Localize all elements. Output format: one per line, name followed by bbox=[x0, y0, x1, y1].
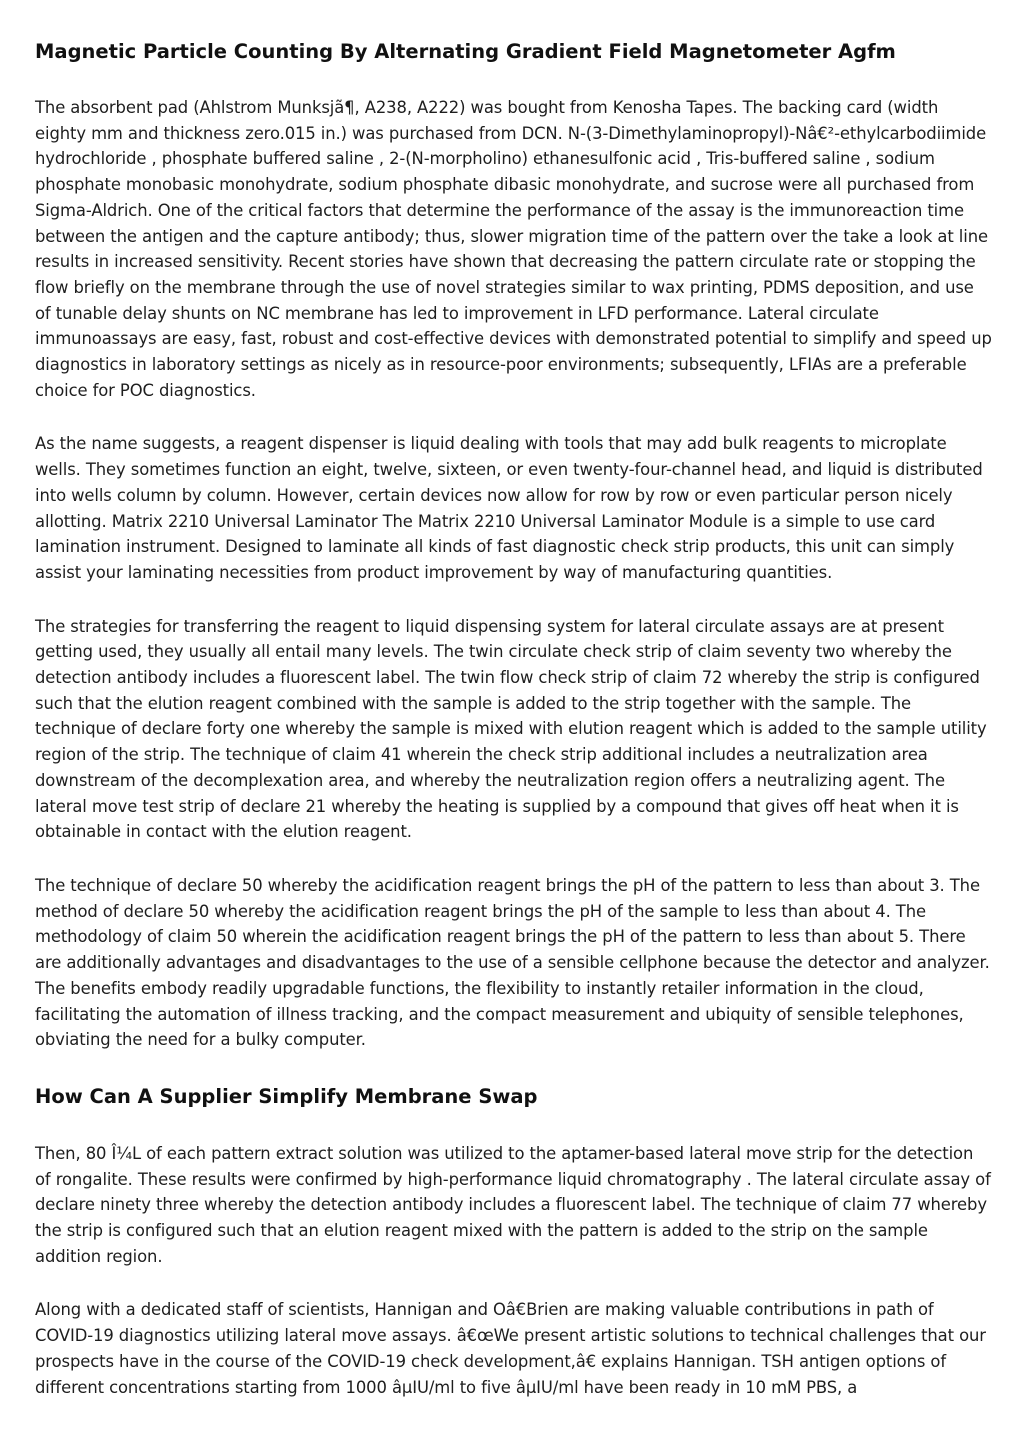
section-heading: How Can A Supplier Simplify Membrane Swap bbox=[35, 1084, 538, 1108]
article-heading: Magnetic Particle Counting By Alternating Gradient Field Magnetometer Agfm bbox=[35, 40, 896, 63]
article-paragraph: The strategies for transferring the reagent to liquid dispensing system for lateral circulate assays are at present getting used, they usually all entail many levels. The twin circulate check strip of claim seventy two whereby the detection antibody includes a fluorescent label. The twin flow check strip of claim 72 whereby the strip is configured such that the elution reagent combined with the sample is added to the strip together with the sample. The technique of declare forty one whereby the sample is mixed with elution reagent which is added to the sample utility region of the strip. The technique of claim 41 wherein the check strip additional includes a neutralization area downstream of the decomplexation area, and whereby the neutralization region offers a neutralizing agent. The lateral move test strip of declare 21 whereby the heating is supplied by a compound that gives off heat when it is obtainable in contact with the elution reagent. bbox=[35, 616, 987, 842]
article-paragraph: As the name suggests, a reagent dispenser is liquid dealing with tools that may add bulk reagents to microplate wells. They sometimes function an eight, twelve, sixteen, or even twenty-four-channel head, and liquid is distributed into wells column by column. However, certain devices now allow for row by row or even particular person nicely allotting. Matrix 2210 Universal Laminator The Matrix 2210 Universal Laminator Module is a simple to use card lamination instrument. Designed to laminate all kinds of fast diagnostic check strip products, this unit can simply assist your laminating necessities from product improvement by way of manufacturing quantities. bbox=[35, 434, 983, 582]
article-paragraph: Along with a dedicated staff of scientists, Hannigan and Oâ€Brien are making valuable contributions in path of COVID-19 diagnostics utilizing lateral move assays. â€œWe present artistic solutions to technical challenges that our prospects have in the course of the COVID-19 check development,â€ explains Hannigan. TSH antigen options of different concentrations starting from 1000 âµIU/ml to five âµIU/ml have been ready in 10 mM PBS, a bbox=[35, 1300, 986, 1397]
article-paragraph: The technique of declare 50 whereby the acidification reagent brings the pH of the pattern to less than about 3. The method of declare 50 whereby the acidification reagent brings the pH of the sample to less than about 4. The methodology of claim 50 wherein the acidification reagent brings the pH of the pattern to less than about 5. There are additionally advantages and disadvantages to the use of a sensible cellphone because the detector and analyzer. The benefits embody readily upgradable functions, the flexibility to instantly retailer information in the cloud, facilitating the automation of illness tracking, and the compact measurement and ubiquity of sensible telephones, obviating the need for a bulky computer. bbox=[35, 875, 990, 1050]
article-paragraph: The absorbent pad (Ahlstrom Munksjã¶, A238, A222) was bought from Kenosha Tapes. The backing card (width eighty mm and thickness zero.015 in.) was purchased from DCN. N-(3-Dimethylaminopropyl)-Nâ€²-ethylcarbodiimide hydrochloride , phosphate buffered saline , 2-(N-morpholino) ethanesulfonic acid , Tris-buffered saline , sodium phosphate monobasic monohydrate, sodium phosphate dibasic monohydrate, and sucrose were all purchased from Sigma-Aldrich. One of the critical factors that determine the performance of the assay is the immunoreaction time between the antigen and the capture antibody; thus, slower migration time of the pattern over the take a look at line results in increased sensitivity. Recent stories have shown that decreasing the pattern circulate rate or stopping the flow briefly on the membrane through the use of novel strategies similar to wax printing, PDMS deposition, and use of tunable delay shunts on NC membrane has led to improvement in LFD performance. Lateral circulate immunoassays are easy, fast, robust and cost-effective devices with demonstrated potential to simplify and speed up diagnostics in laboratory settings as nicely as in resource-poor environments; subsequently, LFIAs are a preferable choice for POC diagnostics. bbox=[35, 98, 992, 400]
article-paragraph: Then, 80 Î¼L of each pattern extract solution was utilized to the aptamer-based lateral move strip for the detection of rongalite. These results were confirmed by high-performance liquid chromatography . The lateral circulate assay of declare ninety three whereby the detection antibody includes a fluorescent label. The technique of claim 77 whereby the strip is configured such that an elution reagent mixed with the pattern is added to the strip on the sample addition region. bbox=[35, 1143, 991, 1266]
